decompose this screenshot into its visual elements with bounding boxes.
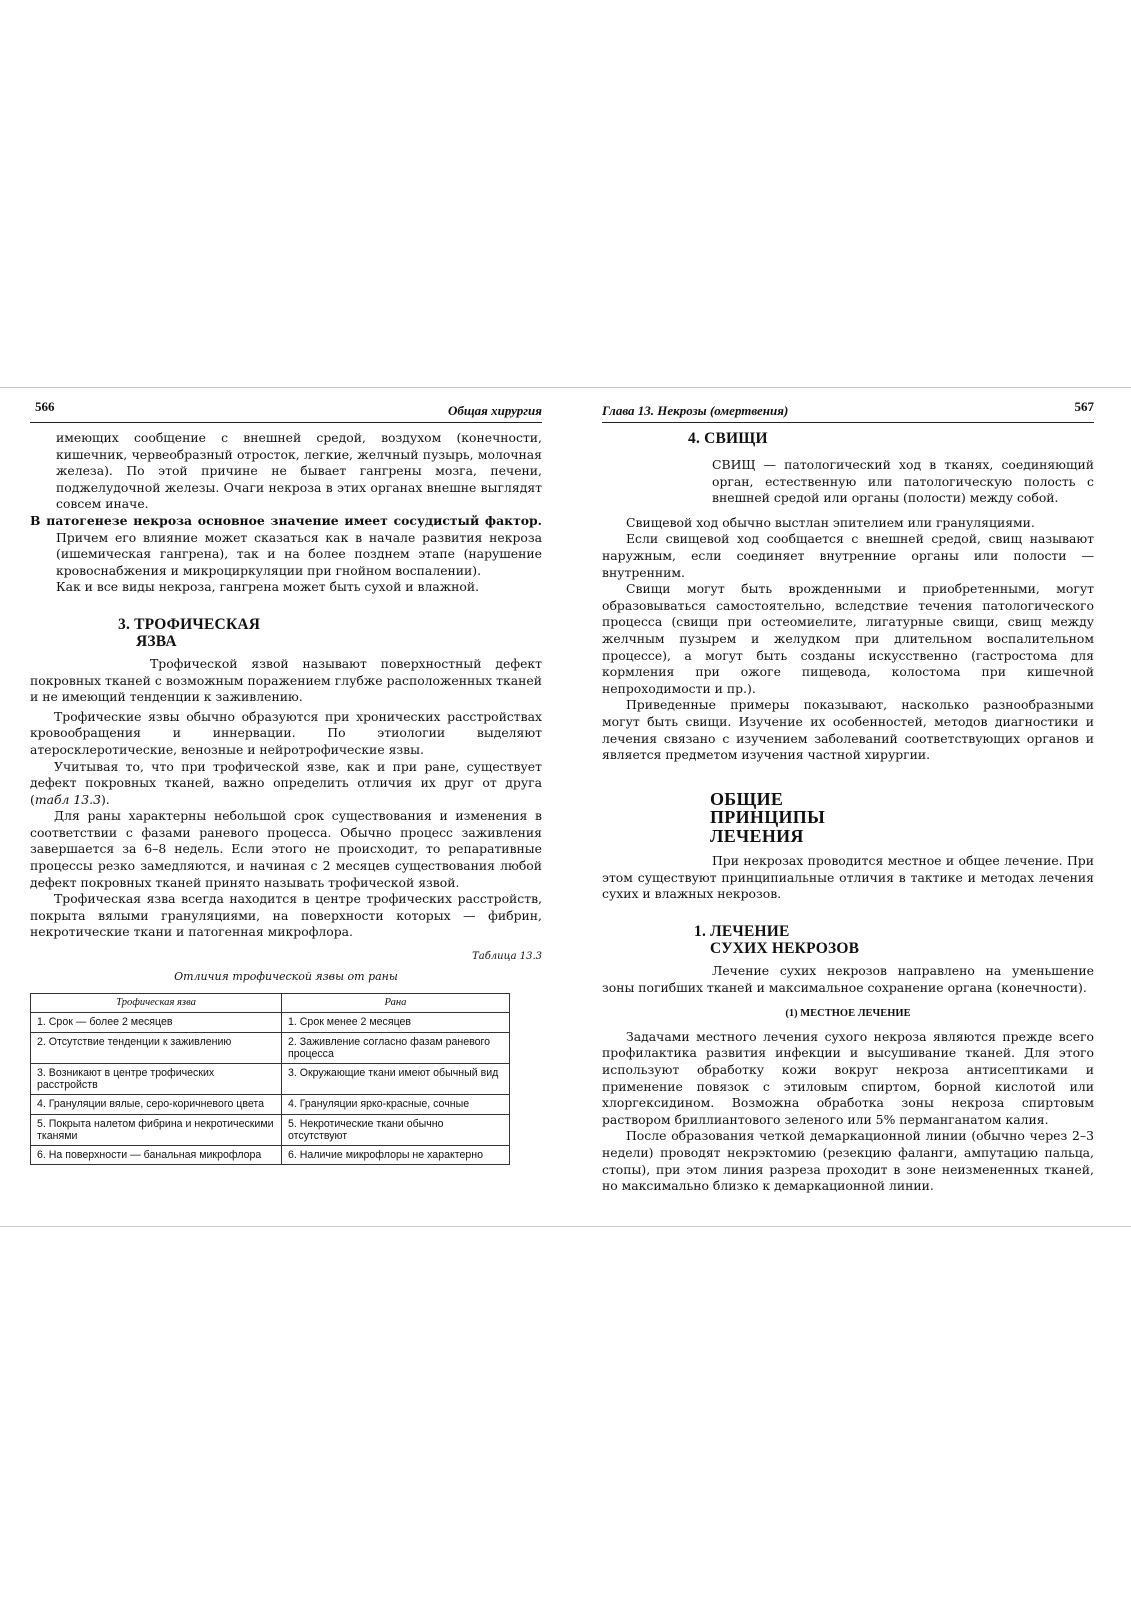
- left-page: [30, 388, 542, 1226]
- paragraph: [30, 513, 542, 579]
- heading-line: СУХИХ НЕКРОЗОВ: [710, 939, 860, 957]
- paragraph: имеющих сообщение с внешней средой, воздухом (конечности, кишечник, червеобразный отросток, легкие, желчный пузырь, молочная железа). По этой причине не бывает гангрены мозга, печени, поджелудочной железы. Очаги некроза в этих органах внешне выглядят совсем иначе.: [56, 430, 542, 512]
- table-reference: табл 13.3: [34, 791, 101, 807]
- table-cell: 4. Грануляции вялые, серо-коричневого цвета: [31, 1095, 282, 1114]
- paragraph: Задачами местного лечения сухого некроза являются прежде всего профилактика развития инфекции и высушивание тканей. Для этого используют обработку кожи вокруг некроза антисептиками и применение повязок с этиловым спиртом, борной кислотой или хлоргексидином. Возможна обработка зоны некроза спиртовым раствором бриллиантового зеленого или 5% перманганатом калия.: [602, 1028, 1094, 1127]
- paragraph: Трофической язвой называют поверхностный дефект покровных тканей с возможным поражением глубже расположенных тканей и не имеющий тенденции к заживлению.: [30, 655, 542, 705]
- running-title: Общая хирургия: [447, 403, 542, 418]
- paragraph: [30, 759, 542, 809]
- definition: СВИЩ — патологический ход в тканях, соединяющий орган, естественную или патологическую полость с внешней средой или органы (полости) между собой.: [712, 457, 1094, 506]
- running-head-right: [602, 398, 1094, 423]
- column-header: Рана: [282, 994, 510, 1013]
- section-heading: [602, 923, 1094, 957]
- paragraph: После образования четкой демаркационной линии (обычно через 2–3 недели) проводят некрэктомию (резекцию фаланги, ампутацию пальца, стопы), при этом линия разреза проходит в зоне неизмененных тканей, но максимально близко к демаркационной линии.: [602, 1128, 1094, 1194]
- paragraph: Лечение сухих некрозов направлено на уменьшение зоны погибших тканей и максимальное сохранение органа (конечности).: [602, 962, 1094, 995]
- table-row: [31, 1013, 510, 1032]
- table-cell: 6. Наличие микрофлоры не характерно: [282, 1146, 510, 1165]
- paragraph-text: Причем его влияние может сказаться как в начале развития некроза (ишемическая гангрена), так и на более позднем этапе (нарушение кровоснабжения и микроциркуляции при гнойном воспалении).: [56, 529, 542, 578]
- heading-line: 1. ЛЕЧЕНИЕ: [694, 922, 790, 940]
- paragraph-text: Учитывая то, что при трофической язве, как и при ране, существует дефект покровных тканей, важно определить отличия их друг от друга (: [30, 758, 542, 807]
- table-cell: 3. Возникают в центре трофических расстройств: [31, 1064, 282, 1095]
- paragraph-text: ).: [100, 791, 110, 807]
- paragraph: Трофические язвы обычно образуются при хронических расстройствах кровообращения и иннервации. По этиологии выделяют атеросклеротические, венозные и нейротрофические язвы.: [30, 708, 542, 757]
- table-cell: 2. Отсутствие тенденции к заживлению: [31, 1032, 282, 1063]
- table-cell: 4. Грануляции ярко-красные, сочные: [282, 1095, 510, 1114]
- paragraph: При некрозах проводится местное и общее лечение. При этом существуют принципиальные отличия в тактике и методах лечения сухих и влажных некрозов.: [602, 853, 1094, 902]
- paragraph: Для раны характерны небольшой срок существования и изменения в соответствии с фазами раневого процесса. Обычно процесс заживления завершается за 6–8 недель. Если этого не происходит, то репаративные процессы резко замедляются, и начиная с 2 месяцев существования любой дефект покровных тканей принято называть трофической язвой.: [30, 808, 542, 890]
- right-content: [602, 430, 1094, 1195]
- book-spread: [0, 387, 1131, 1227]
- table-number: Таблица 13.3: [472, 951, 542, 963]
- heading-line: ЯЗВА: [136, 632, 177, 650]
- section-heading: 4. СВИЩИ: [688, 430, 768, 447]
- table-header-row: [31, 994, 510, 1013]
- paragraph: Если свищевой ход сообщается с внешней средой, свищ называют наружным, если соединяет внутренние органы или полости — внутренним.: [602, 531, 1094, 580]
- paragraph: Свищевой ход обычно выстлан эпителием или грануляциями.: [626, 514, 1035, 530]
- table-cell: 3. Окружающие ткани имеют обычный вид: [282, 1064, 510, 1095]
- table-caption: Отличия трофической язвы от раны: [174, 969, 398, 983]
- table-cell: 6. На поверхности — банальная микрофлора: [31, 1146, 282, 1165]
- page-number: 567: [1074, 399, 1094, 414]
- heading-line: ЛЕЧЕНИЯ: [710, 825, 804, 846]
- comparison-table: [30, 993, 510, 1165]
- column-header: Трофическая язва: [31, 994, 282, 1013]
- table-cell: 1. Срок — более 2 месяцев: [31, 1013, 282, 1032]
- table-cell: 1. Срок менее 2 месяцев: [282, 1013, 510, 1032]
- heading-line: 3. ТРОФИЧЕСКАЯ: [118, 615, 261, 633]
- left-content: [30, 430, 542, 1165]
- section-heading: [30, 616, 542, 650]
- page-number: 566: [35, 399, 55, 414]
- paragraph: Как и все виды некроза, гангрена может быть сухой и влажной.: [56, 579, 480, 595]
- running-head-left: [30, 398, 542, 423]
- table-cell: 2. Заживление согласно фазам раневого процесса: [282, 1032, 510, 1063]
- table-row: [31, 1114, 510, 1145]
- heading-line: ПРИНЦИПЫ: [710, 807, 826, 828]
- table-cell: 5. Покрыта налетом фибрина и некротическими тканями: [31, 1114, 282, 1145]
- paragraph: Трофическая язва всегда находится в центре трофических расстройств, покрыта вялыми грануляциями, на поверхности которых — фибрин, некротические ткани и патогенная микрофлора.: [30, 891, 542, 940]
- right-page: [602, 388, 1094, 1226]
- table-row: [31, 1032, 510, 1063]
- paragraph: Свищи могут быть врожденными и приобретенными, могут образовываться самостоятельно, вследствие течения патологического процесса (свищи при остеомиелите, лигатурные свищи, свищ между желчным пузырем и желудком при длительном воспалительном процессе), а могут быть созданы искусственно (гастростома для кормления при ожоге пищевода, колостома при кишечной непроходимости и пр.).: [602, 581, 1094, 696]
- paragraph: Приведенные примеры показывают, насколько разнообразными могут быть свищи. Изучение их особенностей, методов диагностики и лечения связано с изучением заболеваний соответствующих органов и является предметом изучения частной хирургии.: [602, 697, 1094, 763]
- heading-line: ОБЩИЕ: [710, 788, 784, 809]
- table-row: [31, 1095, 510, 1114]
- running-title: Глава 13. Некрозы (омертвения): [602, 403, 789, 418]
- bold-lead: В патогенезе некроза основное значение имеет сосудистый фактор.: [30, 512, 542, 528]
- subsection-heading: (1) МЕСТНОЕ ЛЕЧЕНИЕ: [785, 1008, 911, 1020]
- table-cell: 5. Некротические ткани обычно отсутствуют: [282, 1114, 510, 1145]
- chapter-heading: [602, 790, 1094, 846]
- table-row: [31, 1064, 510, 1095]
- table-row: [31, 1146, 510, 1165]
